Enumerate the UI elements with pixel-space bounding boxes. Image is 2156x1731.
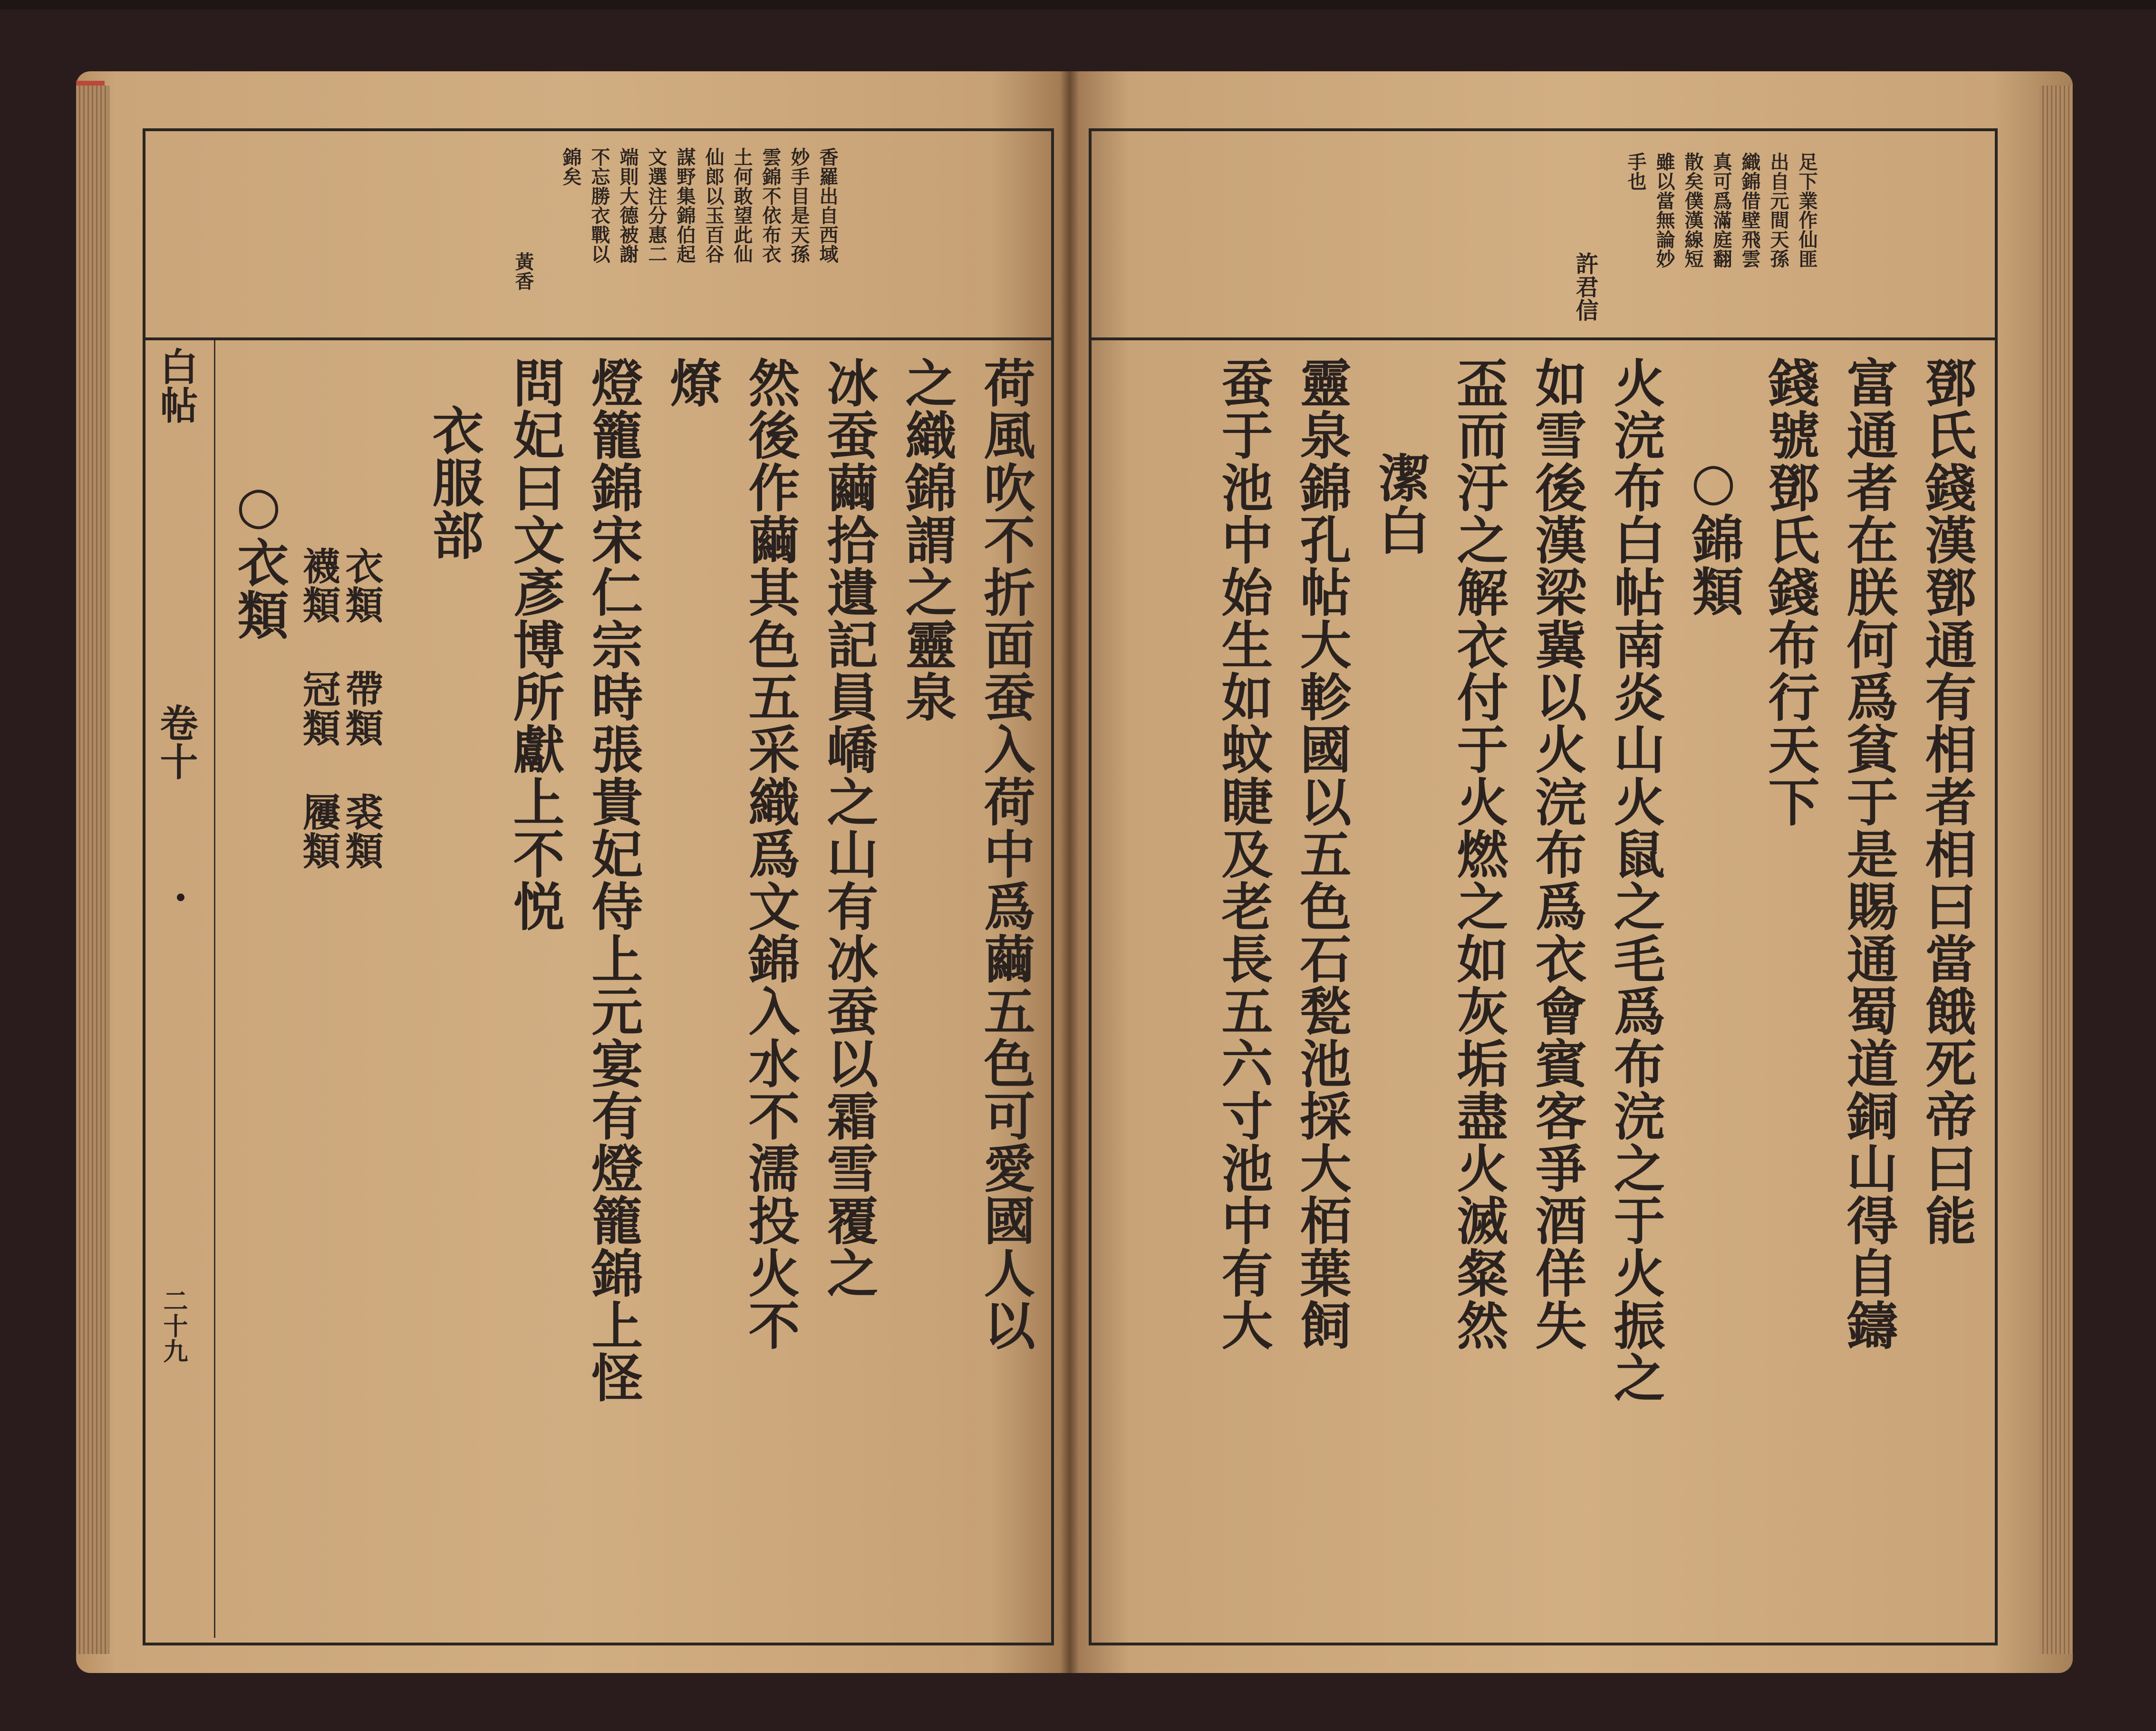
text-column: 盃而汙之解衣付于火燃之如灰垢盡火滅粲然 <box>1448 356 1508 1352</box>
margin-volume: 卷十 <box>154 703 198 781</box>
top-note: 錦矣 <box>560 147 582 186</box>
right-page <box>1070 71 2073 1673</box>
top-note: 仙郎以玉百谷 <box>702 147 725 264</box>
page-edges-right <box>2040 86 2073 1654</box>
category-list: 襪類 冠類 屨類 <box>296 547 341 870</box>
page-edges-left <box>76 86 109 1654</box>
top-note: 手也 <box>1624 152 1647 191</box>
open-book <box>76 71 2073 1673</box>
top-note: 出自元間天孫 <box>1767 152 1789 269</box>
text-column: 富通者在朕何爲貧于是賜通蜀道銅山得自鑄 <box>1838 356 1898 1352</box>
margin-page-number: 二十九 <box>159 1288 188 1364</box>
top-note: 雲錦不依布衣 <box>759 147 782 264</box>
text-column: 錢號鄧氏錢布行天下 <box>1760 356 1819 828</box>
top-note: 土何敢望此仙 <box>731 147 753 264</box>
scan-border <box>0 0 2156 10</box>
text-column: 問妃曰文彥博所獻上不悦 <box>504 356 564 933</box>
top-note: 謀野集錦伯起 <box>674 147 696 264</box>
top-note: 足下業作仙匪 <box>1796 152 1818 269</box>
text-column: 鄧氏錢漢鄧通有相者相曰當餓死帝曰能 <box>1916 356 1976 1247</box>
binding-hole <box>177 894 184 901</box>
top-note: 雖以當無論妙 <box>1653 152 1675 269</box>
subsection-heading: ○錦類 <box>1683 452 1743 617</box>
text-column: 如雪後漢梁冀以火浣布爲衣會賓客爭酒佯失 <box>1527 356 1586 1352</box>
margin-title: 白帖 <box>154 347 198 425</box>
center-column-line <box>214 340 215 1638</box>
top-note: 端則大德被謝 <box>617 147 639 264</box>
top-note: 文選注分惠二 <box>645 147 667 264</box>
text-column: 之織錦謂之靈泉 <box>897 356 957 723</box>
text-column: 靈泉錦孔帖大軫國以五色石甃池採大栢葉飼 <box>1291 356 1351 1352</box>
text-column: 燈籠錦宋仁宗時張貴妃侍上元宴有燈籠錦上怪 <box>583 356 643 1404</box>
text-column: 冰蚕繭拾遺記員嶠之山有冰蚕以霜雪覆之 <box>818 356 878 1299</box>
top-note-author: 許君信 <box>1572 252 1598 322</box>
top-note: 不忘勝衣戰以 <box>588 147 610 264</box>
text-column: 燎 <box>661 356 721 409</box>
top-note-author: 黃香 <box>512 252 534 291</box>
text-column: 蚕于池中始生如蚊睫及老長五六寸池中有大 <box>1213 356 1273 1352</box>
top-note: 香羅出自西域 <box>816 147 839 264</box>
header-divider-right <box>1089 337 1995 340</box>
section-heading: 衣服部 <box>424 404 483 561</box>
left-page <box>76 71 1070 1673</box>
text-column: 然後作繭其色五采織爲文錦入水不濡投火不 <box>740 356 800 1352</box>
top-note: 織錦借壁飛雲 <box>1739 152 1761 269</box>
text-column: 荷風吹不折面蚕入荷中爲繭五色可愛國人以 <box>975 356 1035 1352</box>
header-divider-left <box>143 337 1051 340</box>
top-note: 妙手目是天孫 <box>788 147 810 264</box>
category-list: 衣類 帶類 裘類 <box>339 547 384 870</box>
subsection-heading: ○衣類 <box>229 475 289 641</box>
top-note: 真可爲滿庭翻 <box>1710 152 1732 269</box>
top-note: 散矣僕漢線短 <box>1682 152 1704 269</box>
text-column: 潔白 <box>1370 452 1430 557</box>
text-column: 火浣布白帖南炎山火鼠之毛爲布浣之于火振之 <box>1605 356 1665 1404</box>
book-gutter <box>1060 71 1079 1673</box>
